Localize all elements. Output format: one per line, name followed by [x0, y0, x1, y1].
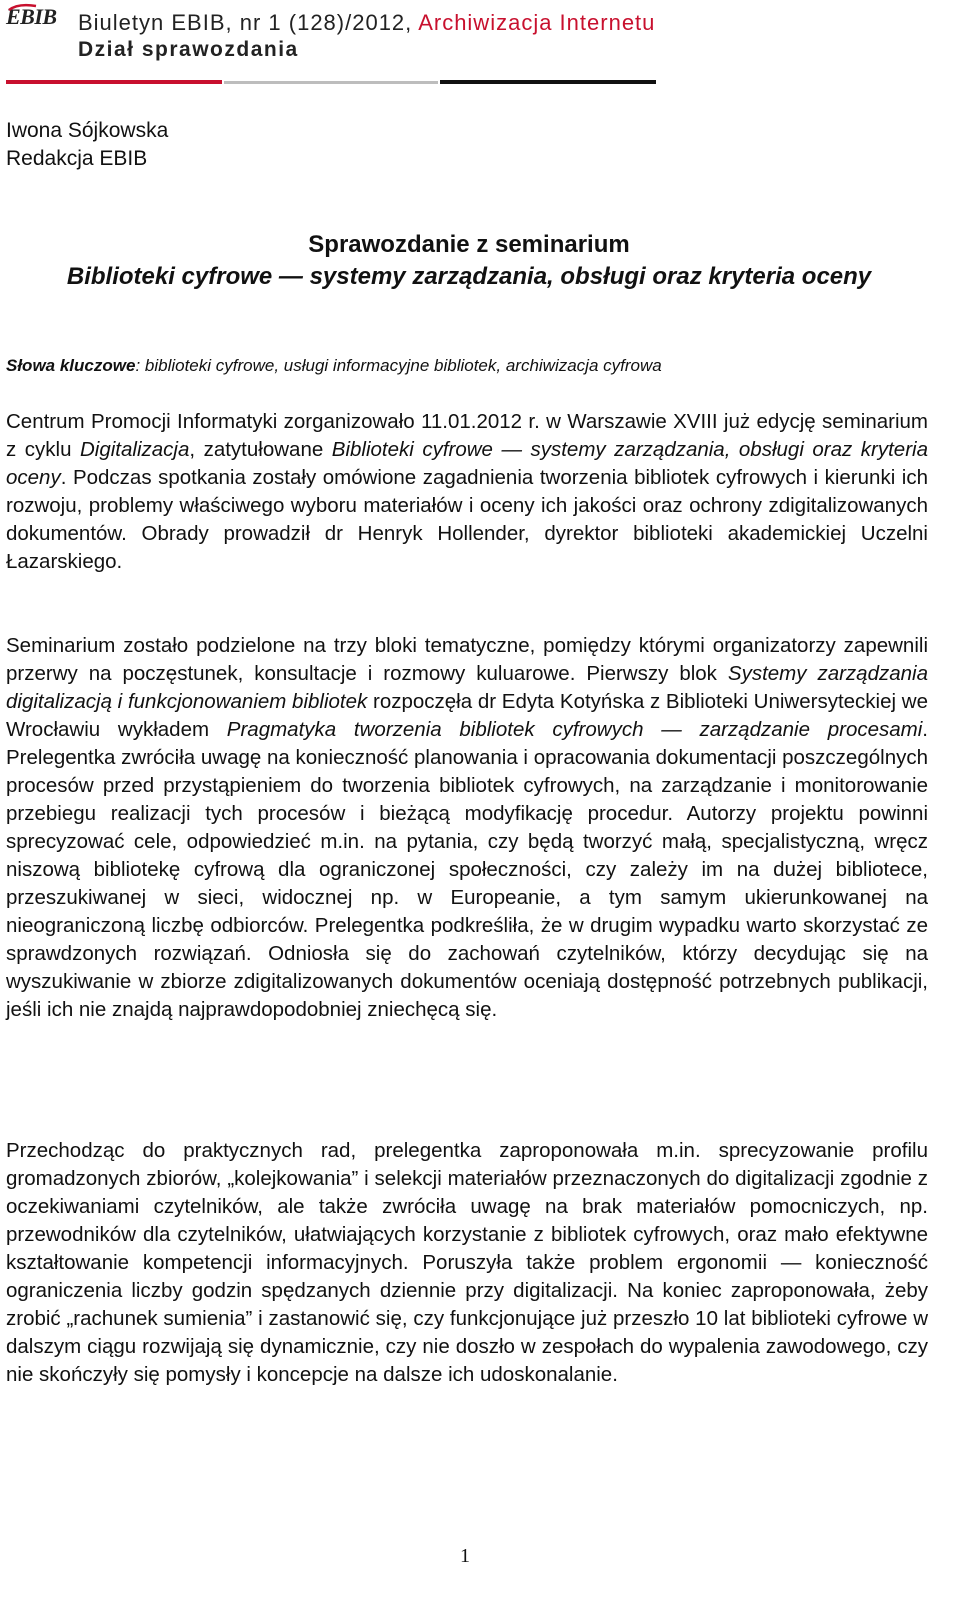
- p1-text-a: Centrum Promocji Informatyki zorganizowało 11.01.2012 r. w Warszawie XVIII już edycję seminarium z cyklu: [6, 410, 928, 461]
- section-title: Dział sprawozdania: [78, 38, 299, 61]
- bulletin-title: [78, 10, 655, 36]
- keywords: [6, 354, 932, 378]
- bulletin-issue: Biuletyn EBIB, nr 1 (128)/2012,: [78, 10, 419, 35]
- p2-lecture-title: Pragmatyka tworzenia bibliotek cyfrowych — zarządzanie procesami: [226, 718, 923, 741]
- p1-cycle-name: Digitalizacja: [79, 438, 190, 461]
- p2-text-e: . Prelegentka zwróciła uwagę na konieczność planowania i opracowania dokumentacji poszczególnych procesów przed przystąpieniem do tworzenia bibliotek cyfrowych, na zarządzanie i monitorowanie przebiegu realizacji tych procesów i bieżącą modyfikację procedur. Autorzy projektu powinni sprecyzować cele, odpowiedzieć m.in. na pytania, czy będą tworzyć małą, specjalistyczną, wręcz niszową bibliotekę cyfrową dla ograniczonej społeczności, czy zależy im na dużej bibliotece, przeszukiwanej w sieci, widocznej np. w Europeanie, a tym samym ukierunkowanej na nieograniczoną liczbę odbiorców. Prelegentka podkreśliła, że w drugim wypadku warto skorzystać ze sprawdzonych rozwiązań. Odniosła się do zachowań czytelników, którzy decydując się na wyszukiwanie w zbiorze zdigitalizowanych dokumentów oceniają dostępność potrzebnych publikacji, jeśli ich nie znajdą najprawdopodobniej zniechęcą się.: [6, 718, 928, 1021]
- issue-theme-link[interactable]: Archiwizacja Internetu: [418, 10, 656, 35]
- ebib-logo: [6, 6, 70, 32]
- p1-seminar-title: Biblioteki cyfrowe — systemy zarządzania, obsługi oraz kryteria oceny: [6, 438, 928, 489]
- paragraph-2: [6, 632, 928, 1024]
- p3-text: Przechodząc do praktycznych rad, prelegentka zaproponowała m.in. sprecyzowanie profilu gromadzonych zbiorów, „kolejkowania” i selekcji materiałów przeznaczonych do digitalizacji zgodnie z oczekiwaniami czytelników, ale także zwróciła uwagę na brak materiałów pomocniczych, np. przewodników dla czytelników, ułatwiających korzystanie z bibliotek cyfrowych, oraz mało efektywne kształtowanie kompetencji informacyjnych. Poruszyła także problem ergonomii — konieczność ograniczenia liczby godzin spędzanych dziennie przy digitalizacji. Na koniec zaproponowała, żeby zrobić „rachunek sumienia” i zastanowić się, czy funkcjonujące już przeszło 10 lat biblioteki cyfrowe w dalszym ciągu rozwijają się dynamicznie, czy nie doszło w zespołach do wypalenia zawodowego, czy nie skończyły się pomysły i koncepcje na dalsze ich udoskonalanie.: [6, 1139, 928, 1386]
- p1-text-e: . Podczas spotkania zostały omówione zagadnienia tworzenia bibliotek cyfrowych i kierunki ich rozwoju, problemy właściwego wyboru materiałów i oceny ich jakości oraz ochrony zdigitalizowanych dokumentów. Obrady prowadził dr Henryk Hollender, dyrektor biblioteki akademickiej Uczelni Łazarskiego.: [6, 466, 928, 573]
- header-rule-gray: [224, 81, 438, 84]
- author-affiliation: Redakcja EBIB: [6, 147, 148, 170]
- header-rule-red: [6, 80, 222, 84]
- author-block: [6, 117, 168, 173]
- logo-swoosh-icon: [8, 3, 38, 11]
- author-name: Iwona Sójkowska: [6, 119, 169, 142]
- title-subtitle: Biblioteki cyfrowe — systemy zarządzania, obsługi oraz kryteria oceny: [66, 263, 872, 290]
- header-rule-black: [440, 80, 656, 84]
- p2-text-a: Seminarium zostało podzielone na trzy bloki tematyczne, pomiędzy którymi organizatorzy zapewnili przerwy na poczęstunek, konsultacje i rozmowy kuluarowe. Pierwszy blok: [6, 634, 928, 685]
- p1-text-c: , zatytułowane: [189, 438, 332, 461]
- keywords-text: : biblioteki cyfrowe, usługi informacyjne bibliotek, archiwizacja cyfrowa: [135, 356, 662, 375]
- p2-text-c: rozpoczęła dr Edyta Kotyńska z Biblioteki Uniwersyteckiej we Wrocławiu wykładem: [6, 690, 928, 741]
- article-title: [6, 229, 932, 293]
- paragraph-1: [6, 408, 928, 576]
- page-number: 1: [460, 1545, 470, 1567]
- keywords-label: Słowa kluczowe: [6, 356, 136, 375]
- logo-text: EBIB: [6, 4, 57, 29]
- p2-block-title: Systemy zarządzania digitalizacją i funkcjonowaniem bibliotek: [6, 662, 928, 713]
- paragraph-3: [6, 1137, 928, 1389]
- title-main: Sprawozdanie z seminarium: [308, 231, 630, 258]
